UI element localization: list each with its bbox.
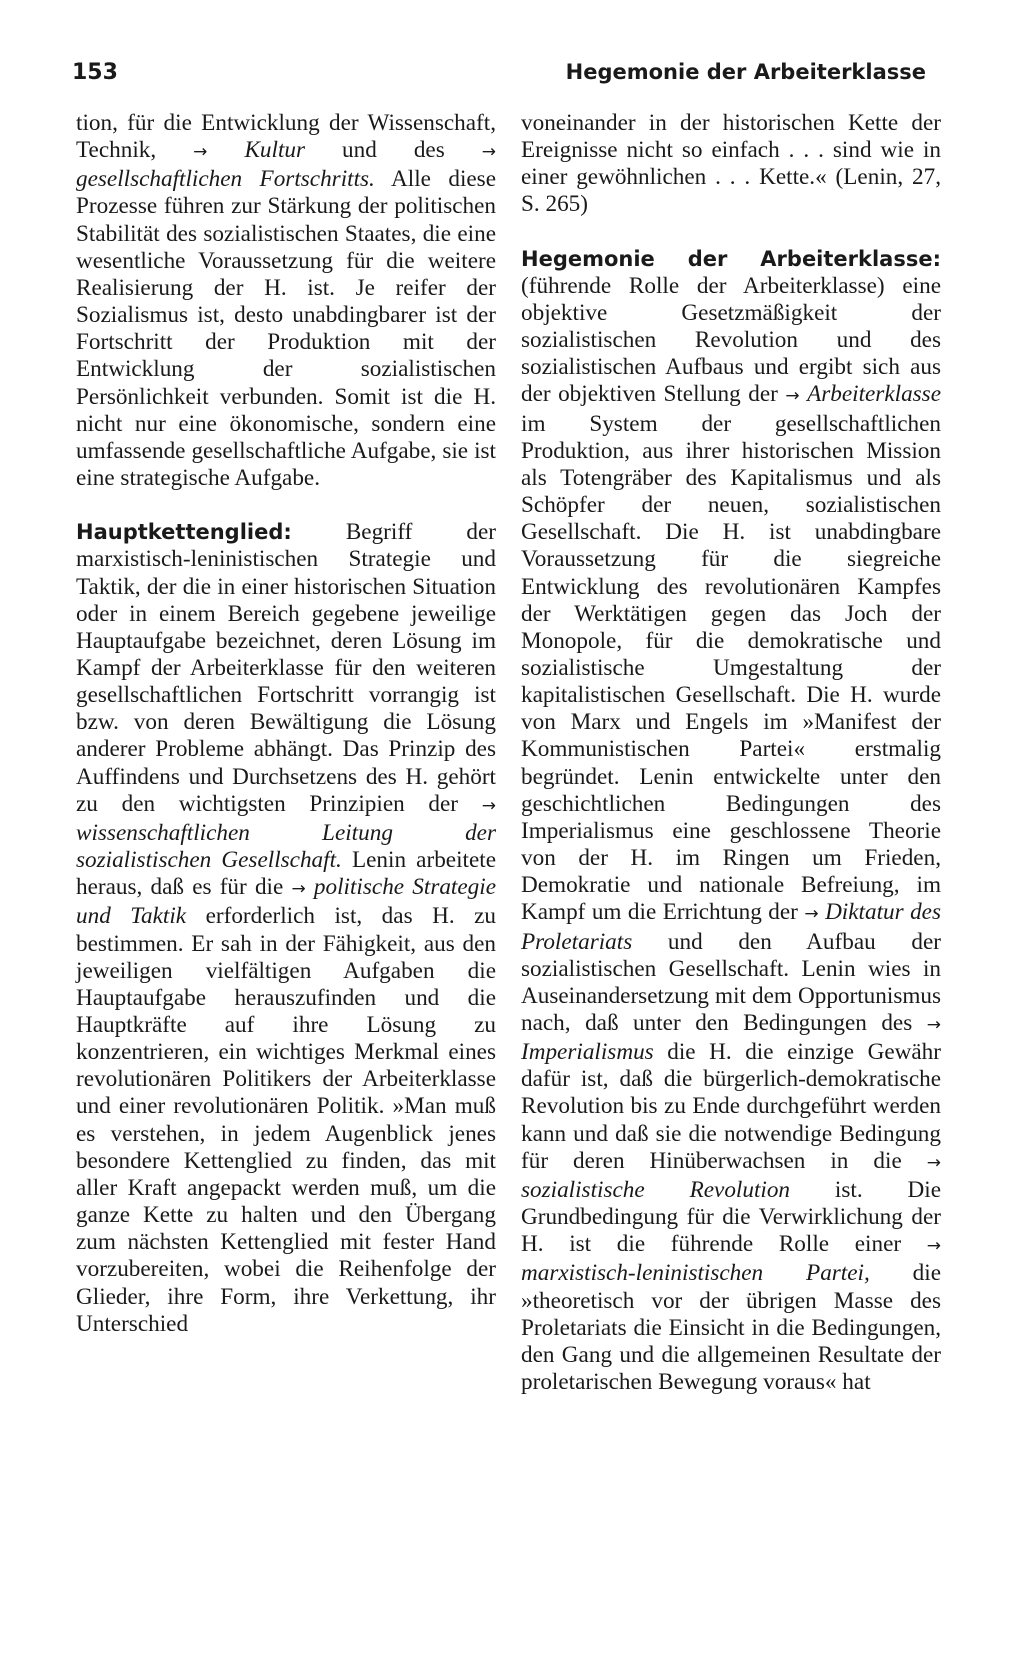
cross-reference-arrow-icon: → [481,795,496,816]
cross-reference-arrow-icon: → [926,1015,941,1035]
text-segment: die H. die einzige Gewähr dafür ist, daß die bürgerlich-demokratische Revolution bis zu Ende durchgeführt werden kann und daß sie die notwendige Bedingung für deren Hinüberwachsen in die [521,1039,941,1174]
cross-reference-diktatur: Diktatur des Proletariats [521,899,941,955]
entry-continuation [521,110,941,219]
cross-reference-imperialismus: Imperialismus [521,1039,654,1066]
cross-reference-arbeiterklasse: Arbeiterklasse [807,381,942,408]
text-segment: (führende Rolle der Arbeiterklasse) eine objektive Gesetzmäßigkeit der sozialistischen Revolution und des sozialistischen Aufbaus und ergibt sich aus der objektiven Stellung der [521,272,941,408]
cross-reference-revolution: sozialistische Revolution [521,1176,791,1203]
entry-hauptkettenglied [76,519,496,1338]
left-column [76,110,496,1338]
cross-reference-leitung: wissenschaftlichen Leitung der sozialistischen Gesellschaft. [76,819,496,874]
cross-reference-arrow-icon: → [481,142,496,163]
page-header [72,60,926,94]
text-segment: die »theoretisch vor der übrigen Masse des Proletariats die Einsicht in die Bedingungen, den Gang und die allgemeinen Resultate der proletarischen Bewegung voraus« hat [521,1260,941,1396]
text-segment: ist. Die Grundbedingung für die Verwirklichung der H. ist die führende Rolle einer [521,1176,941,1258]
cross-reference-arrow-icon: → [193,142,208,163]
text-segment: und den Aufbau der sozialistischen Gesellschaft. Lenin wies in Auseinandersetzung mit dem Opportunismus nach, daß unter den Bedingungen des [521,928,941,1036]
cross-reference-fortschritt: gesellschaftlichen Fortschritts. [76,166,375,193]
text-segment: Alle diese Prozesse führen zur Stärkung der politischen Stabilität des sozialistischen Staates, die eine wesentliche Voraussetzung für die weitere Realisierung der H. ist. Je reifer der Sozialismus ist, desto unabdingbarer ist der Fortschritt der Produktion mit der Entwicklung der sozialistischen Persönlichkeit verbunden. Somit ist die H. nicht nur eine ökonomische, sondern eine umfassende gesellschaftliche Aufgabe, sie ist eine strategische Aufgabe. [76,166,496,492]
text-segment: Begriff der marxistisch-leninistischen Strategie und Taktik, der die in einer historischen Situation oder in einem Bereich gegebene jeweilige Hauptaufgabe bezeichnet, deren Lösung im Kampf der Arbeiterklasse für den weiteren gesellschaftlichen Fortschritt vorrangig ist bzw. von deren Bewältigung die Lösung anderer Probleme abhängt. Das Prinzip des Auffindens und Durchsetzens des H. gehört zu den wichtigsten Prinzipien der [76,519,496,817]
cross-reference-kultur: Kultur [244,137,305,164]
cross-reference-arrow-icon: → [291,879,306,900]
entry-term: Hauptkettenglied: [76,520,292,545]
text-segment: tion, für die Entwicklung der Wissenschaft, Technik, [76,110,496,164]
cross-reference-arrow-icon: → [926,1152,941,1173]
text-segment: voneinander in der historischen Kette der Ereignisse nicht so einfach . . . sind wie in einer gewöhnlichen . . . Kette.« (Lenin, 27, S. 265) [521,110,941,218]
cross-reference-partei: marxistisch-leninistischen Partei, [521,1260,870,1287]
cross-reference-arrow-icon: → [785,386,800,407]
text-segment: Lenin arbeitete heraus, daß es für die [76,847,496,901]
entry-term: Hegemonie der Arbeiterklasse: [521,246,941,271]
cross-reference-strategie: politische Strategie und Taktik [76,874,496,930]
right-column [521,110,941,1396]
cross-reference-arrow-icon: → [926,1236,941,1257]
text-segment: im System der gesellschaftlichen Produktion, aus ihrer historischen Mission als Totengräber des Kapitalismus und als Schöpfer der neuen, sozialistischen Gesellschaft. Die H. ist unabdingbare Voraussetzung für die siegreiche Entwicklung des revolutionären Kampfes der Werktätigen gegen das Joch der Monopole, für die demokratische und sozialistische Umgestaltung der kapitalistischen Gesellschaft. Die H. wurde von Marx und Engels im »Manifest der Kommunistischen Partei« erstmalig begründet. Lenin entwickelte unter den geschichtlichen Bedingungen des Imperialismus eine geschlossene Theorie von der H. im Ringen um Frieden, Demokratie und nationale Befreiung, im Kampf um die Errichtung der [521,410,941,926]
page-number: 153 [72,60,118,85]
text-segment: und des [305,137,482,164]
running-head: Hegemonie der Arbeiterklasse [565,60,926,84]
cross-reference-arrow-icon: → [804,904,819,925]
entry-continuation [76,110,496,492]
entry-hegemonie [521,246,941,1397]
text-segment: erforderlich ist, das H. zu bestimmen. Er sah in der Fähigkeit, aus den jeweiligen vielfältigen Aufgaben die Hauptaufgabe herauszufinden und die Hauptkräfte auf ihre Lösung zu konzentrieren, ein wichtiges Merkmal eines revolutionären Politikers der Arbeiterklasse und einer revolutionären Politik. »Man muß es verstehen, in jedem Augenblick jenes besondere Kettenglied zu finden, das mit aller Kraft angepackt werden muß, um die ganze Kette zu halten und den Übergang zum nächsten Kettenglied mit fester Hand vorzubereiten, wobei die Reihenfolge der Glieder, ihre Form, ihre Verkettung, ihr Unterschied [76,903,496,1337]
